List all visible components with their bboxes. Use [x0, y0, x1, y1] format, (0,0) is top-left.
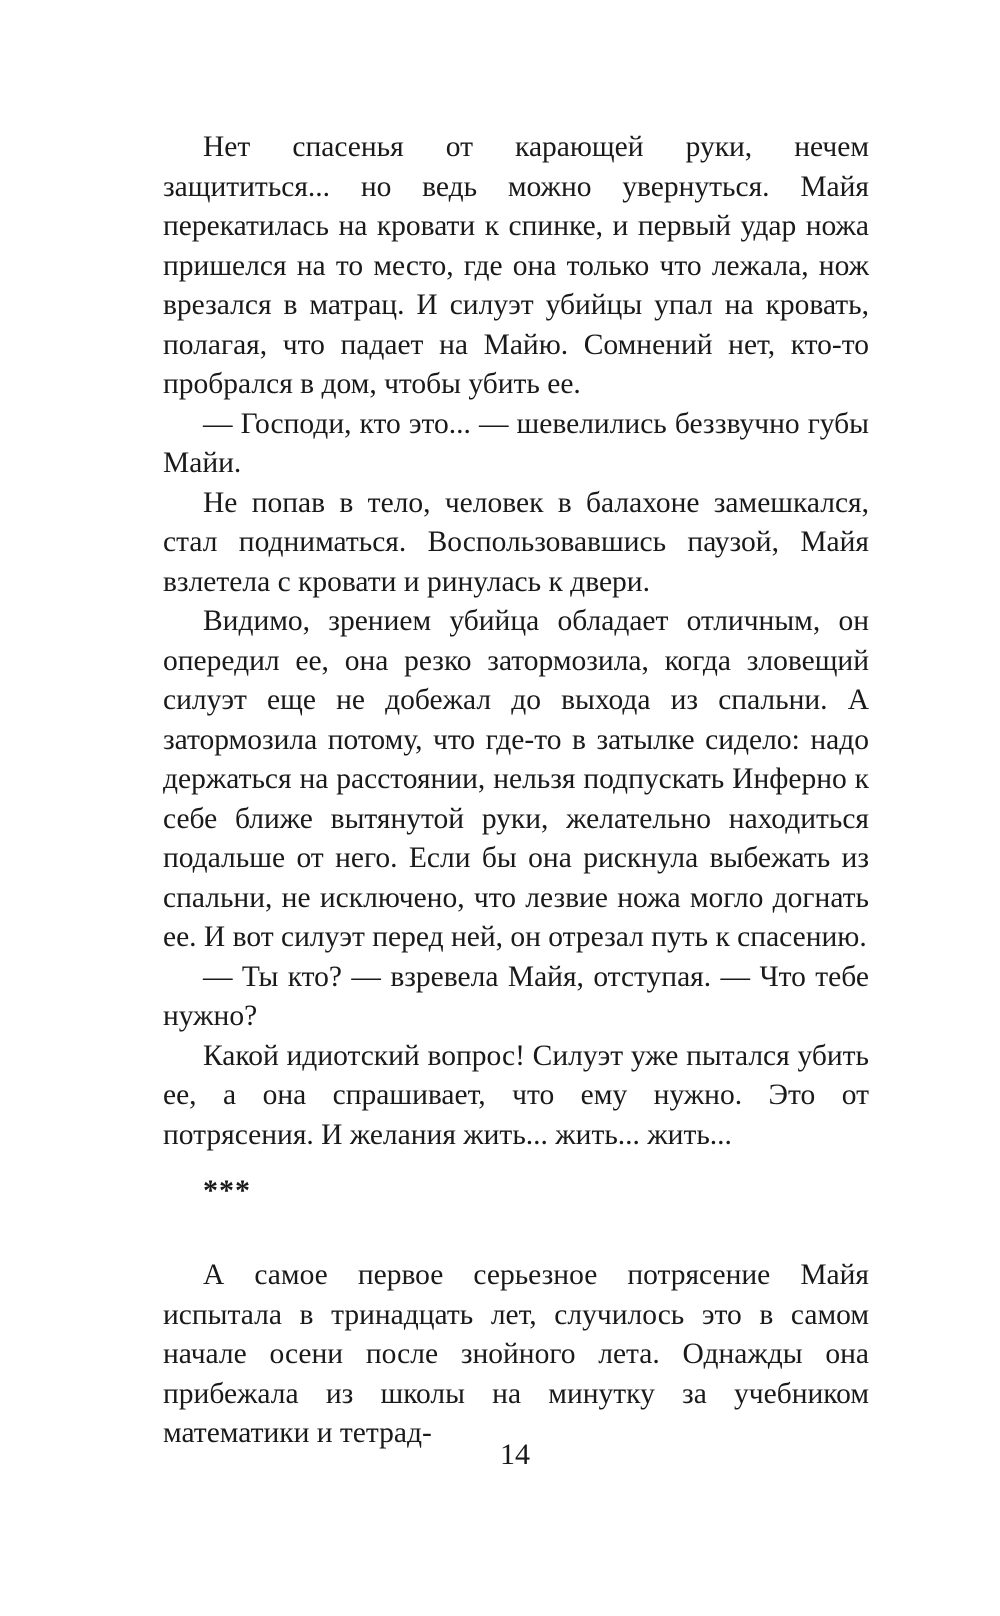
- paragraph: А самое первое серьезное потрясение Майя испытала в тринадцать лет, случилось это в самом начале осени после знойного лета. Однажды она прибежала из школы на минутку за учебником математики и тетрад-: [163, 1259, 869, 1449]
- text-block-top: [163, 128, 869, 1155]
- page-number: 14: [500, 1438, 530, 1471]
- paragraph: — Ты кто? — взревела Майя, отступая. — Что тебе нужно?: [163, 960, 869, 1032]
- paragraph: Не попав в тело, человек в балахоне замешкался, стал подниматься. Воспользовавшись паузой, Майя взлетела с кровати и ринулась к двери.: [163, 486, 869, 598]
- paragraph: — Господи, кто это... — шевелились беззвучно губы Майи.: [163, 407, 869, 479]
- paragraph: Видимо, зрением убийца обладает отличным, он опередил ее, она резко затормозила, когда зловещий силуэт еще не добежал до выхода из спальни. А затормозила потому, что где-то в затылке сидело: надо держаться на расстоянии, нельзя подпускать Инферно к себе ближе вытянутой руки, желательно находиться подальше от него. Если бы она рискнула выбежать из спальни, не исключено, что лезвие ножа могло догнать ее. И вот силуэт перед ней, он отрезал путь к спасению.: [163, 605, 869, 953]
- section-separator: ***: [203, 1174, 251, 1207]
- text-block-bottom: [163, 1256, 869, 1454]
- paragraph: Какой идиотский вопрос! Силуэт уже пытался убить ее, а она спрашивает, что ему нужно. Это от потрясения. И желания жить... жить... жить...: [163, 1039, 869, 1151]
- paragraph: Нет спасенья от карающей руки, нечем защититься... но ведь можно увернуться. Майя перекатилась на кровати к спинке, и первый удар ножа пришелся на то место, где она только что лежала, нож врезался в матрац. И силуэт убийцы упал на кровать, полагая, что падает на Майю. Сомнений нет, кто-то пробрался в дом, чтобы убить ее.: [163, 131, 869, 400]
